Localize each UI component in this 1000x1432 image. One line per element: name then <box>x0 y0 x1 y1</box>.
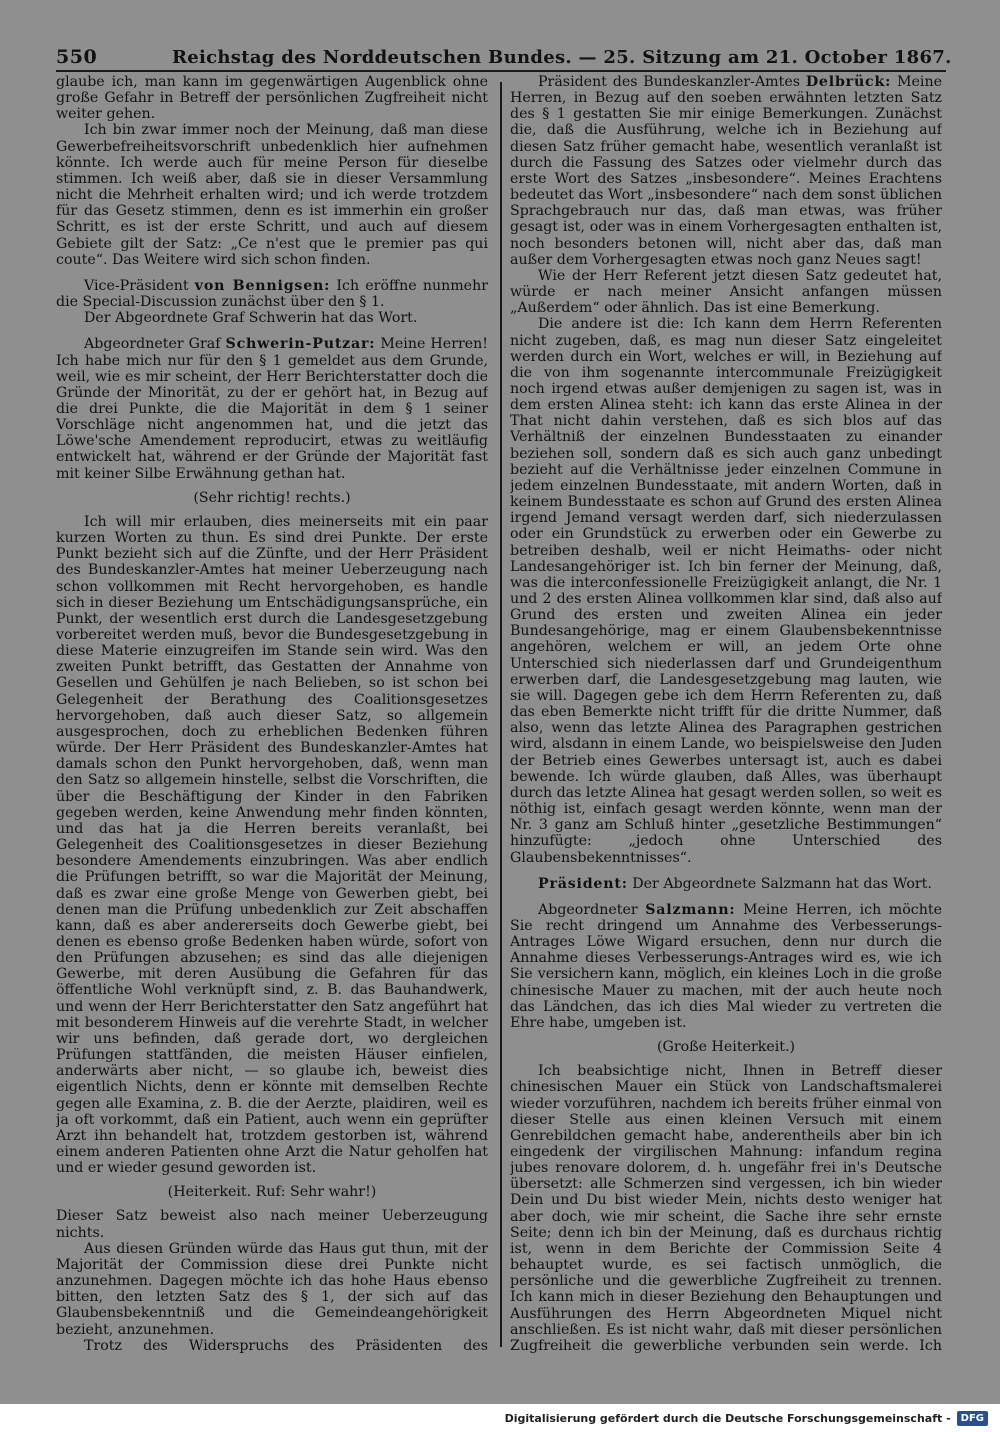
paragraph: Die andere ist die: Ich kann dem Herrn Referenten nicht zugeben, daß, es mag nun dieser Satz eingeleitet werden durch ein Wort, welches er will, in Beziehung auf die von ihm sogenannte intercommunale Freizügigkeit noch irgend etwas außer demjenigen zu sagen ist, was in dem ersten Alinea steht: ich kann das erste Alinea in der That nicht dahin verstehen, daß es sich blos auf das Verhältniß der einzelnen Bundesstaaten zu einander beziehen soll, sondern daß es sich auch ganz unbedingt bezieht auf die Verhältnisse jeder einzelnen Commune in jedem einzelnen Bundesstaate, mit andern Worten, daß in keinem Bundesstaate es schon auf Grund des ersten Alinea irgend Jemand versagt werden darf, sich niederzulassen oder ein Grundstück zu erwerben oder ein Gewerbe zu betreiben deshalb, weil er nicht Heimaths- oder nicht Landesangehöriger ist. Ich bin ferner der Meinung, daß, was die interconfessionelle Freizügigkeit anlangt, die Nr. 1 und 2 des ersten Alinea vollkommen klar sind, daß also auf Grund des ersten und zweiten Alinea ein jeder Bundesangehörige, mag er einem Glaubensbekenntnisse angehören, welchem er will, an jedem Orte ohne Unterschied sich niederlassen darf und Grundeigenthum erwerben darf, die Landesgesetzgebung mag lauten, wie sie will. Dagegen gebe ich dem Herrn Referenten zu, daß das eben Bemerkte nicht trifft für die dritte Nummer, daß also, wenn das letzte Alinea des Paragraphen gestrichen wird, alsdann in einem Lande, wo beispielsweise den Juden der Betrieb eines Gewerbes untersagt ist, auch es dabei bewende. Ich würde glauben, daß Alles, was überhaupt durch das letzte Alinea hat gesagt werden sollen, so weit es nöthig ist, einfach gesagt werden könnte, wenn man der Nr. 3 ganz am Schluß hinter „gesetzliche Bestimmungen“ hinzufügte: „jedoch ohne Unterschied des Glaubensbekenntnisses“. <box>510 316 942 866</box>
speech-text: Der Abgeordnete Salzmann hat das Wort. <box>627 875 932 892</box>
speaker-role: Abgeordneter <box>538 901 646 918</box>
page-header <box>56 34 964 68</box>
speaker-paragraph <box>510 902 942 1031</box>
interjection: (Große Heiterkeit.) <box>656 1039 796 1056</box>
speaker-name: von Bennigsen: <box>194 277 331 294</box>
paragraph: Wie der Herr Referent jetzt diesen Satz gedeutet hat, würde er nach meiner Ansicht anfangen müssen „Außerdem“ oder ähnlich. Das ist eine Bemerkung. <box>510 267 942 317</box>
paragraph: Ich bin zwar immer noch der Meinung, daß man diese Gewerbefreiheitsvorschrift unbedenklich hier aufnehmen könnte. Ich werde auch für meine Person für dieselbe stimmen. Ich weiß aber, daß sie in dieser Versammlung nicht die Mehrheit erhalten wird; und ich werde trotzdem für das Gesetz stimmen, denn es ist immerhin ein großer Schritt, es ist der erste Schritt, und auch auf diesem Gebiete gilt der Satz: „Ce n'est que le premier pas qui coute“. Das Weitere wird sich schon finden. <box>56 122 488 268</box>
left-column <box>56 74 488 1354</box>
speech-text: Meine Herren! Ich habe mich nur für den § 1 gemeldet aus dem Grunde, weil, wie es mir scheint, der Herr Berichterstatter doch die Gründe der Minorität, zu der er gehört hat, in Bezug auf die drei Punkte, die die Majorität in dem § 1 seiner Vorschläge nicht angenommen hat, und die jetzt das Löwe'sche Amendement reproducirt, etwas zu weitläufig entwickelt hat, während er der Gründe der Majorität fast mit keiner Silbe Erwähnung gethan hat. <box>56 336 488 482</box>
speaker-name: Salzmann: <box>645 901 736 918</box>
speaker-paragraph <box>510 74 942 268</box>
footer-bar <box>0 1404 1000 1432</box>
running-title: Reichstag des Norddeutschen Bundes. — 25. Sitzung am 21. October 1867. <box>172 47 952 68</box>
paragraph: Dieser Satz beweist also nach meiner Ueberzeugung nichts. <box>56 1208 488 1241</box>
speaker-name: Delbrück: <box>805 74 892 90</box>
speech-text: Meine Herren, in Bezug auf den soeben erwähnten letzten Satz des § 1 gestatten Sie mir einige Bemerkungen. Zunächst die, daß die Ausführung, welche ich in Beziehung auf diesen Satz früher gemacht habe, wesentlich veranlaßt ist durch die Fassung des Satzes oder vielmehr durch das erste Wort des Satzes „insbesondere“. Meines Erachtens bedeutet das Wort „insbesondere“ nach dem sonst üblichen Sprachgebrauch nur das, daß man etwas, was früher gesagt ist, oder was in einem Vorhergesagten enthalten ist, noch besonders betonen will, nicht aber das, daß man außer dem Vorhergesagten etwas noch ganz Neues sagt! <box>510 74 942 268</box>
speaker-paragraph <box>56 278 488 310</box>
speaker-name: Schwerin-Putzar: <box>225 336 376 353</box>
speaker-paragraph <box>510 876 942 892</box>
speaker-role: Abgeordneter Graf <box>84 336 226 353</box>
speaker-role: Präsident des Bundeskanzler-Amtes <box>538 74 806 90</box>
paragraph: Ich beabsichtige nicht, Ihnen in Betreff dieser chinesischen Mauer ein Stück von Landschaftsmalerei wieder vorzuführen, nachdem ich bereits früher einmal von dieser Stelle aus einen kleinen Versuch mit einem Genrebildchen gemacht habe, anderentheils aber bin ich eingedenk der virgilischen Mahnung: infandum regina jubes renovare dolorem, d. h. ungefähr frei in's Deutsche übersetzt: alle Schmerzen sind vergessen, ich bin wieder Dein und Du bist wieder Mein, nichts desto weniger hat aber doch, wie mir scheint, die Sache ihre sehr ernste Seite; denn ich bin der Meinung, daß es durchaus richtig ist, wenn in dem Berichte der Commission Seite 4 behauptet wurde, es sei factisch unmöglich, die persönliche und die gewerbliche Zugfreiheit zu trennen. Ich kann mich in dieser Beziehung den Behauptungen und Ausführungen des Herrn Abgeordneten Miquel nicht anschließen. Es ist nicht wahr, daß mit dieser persönlichen Zugfreiheit die gewerbliche verbunden sein werde. Ich <box>510 1063 942 1354</box>
page-number: 550 <box>56 46 98 68</box>
interjection: (Heiterkeit. Ruf: Sehr wahr!) <box>167 1184 377 1201</box>
paragraph: Ich will mir erlauben, dies meinerseits mit ein paar kurzen Worten zu thun. Es sind drei Punkte. Der erste Punkt bezieht sich auf die Zünfte, und der Herr Präsident des Bundeskanzler-Amtes hat meiner Ueberzeugung nach schon vollkommen mit Recht hervorgehoben, es handle sich in dieser Beziehung um Entschädigungsansprüche, ein Punkt, der wesentlich erst durch die Landesgesetzgebung vorbereitet werden muß, bevor die Bundesgesetzgebung in diese Materie einzugreifen im Stande sein wird. Was den zweiten Punkt betrifft, das Gestatten der Annahme von Gesellen und Gehülfen je nach Belieben, so ist schon bei Gelegenheit der Berathung des Coalitionsgesetzes hervorgehoben, daß auch dieser Satz, so allgemein ausgesprochen, doch zu erheblichen Bedenken führen würde. Der Herr Präsident des Bundeskanzler-Amtes hat damals schon den Punkt hervorgehoben, daß, wenn man den Satz so allgemein hinstelle, selbst die Vorschriften, die über die Beschäftigung der Kinder in den Fabriken gegeben werden, keine Anwendung mehr finden könnten, und das hat ja die Herren bereits veranlaßt, bei Gelegenheit des Coalitionsgesetzes in dieser Beziehung besondere Amendements einzubringen. Was aber endlich die Prüfungen betrifft, so war die Majorität der Meinung, daß es zwar eine große Menge von Gewerben giebt, bei denen man die Prüfung unbedenklich zur Zeit abschaffen kann, daß es aber andererseits doch Gewerbe giebt, bei denen es ebenso große Bedenken haben würde, sofort von den Prüfungen abzusehen; es sind das alle diejenigen Gewerbe, mit deren Ausübung die Gefahren für das öffentliche Wohl verknüpft sind, z. B. das Bauhandwerk, und wenn der Herr Berichterstatter den Satz angeführt hat mit besonderem Hinweis auf die verehrte Stadt, in welcher wir uns befinden, daß gerade dort, wo dergleichen Prüfungen stattfänden, die meisten Häuser einfielen, anderwärts aber nicht, — so glaube ich, beweist dies eigentlich Nichts, denn er könnte mit demselben Rechte gegen alle Examina, z. B. die der Aerzte, plaidiren, weil es ja oft vorkommt, daß ein Patient, auch wenn ein geprüfter Arzt ihn behandelt hat, trotzdem gestorben ist, während einem anderen Patienten ohne Arzt die Natur geholfen hat und er wieder gesund geworden ist. <box>56 513 488 1177</box>
speech-text: Ich eröffne nunmehr die Special-Discussion zunächst über den § 1. <box>56 277 488 311</box>
speaker-role: Vice-Präsident <box>84 277 195 294</box>
paragraph: Aus diesen Gründen würde das Haus gut thun, mit der Majorität der Commission diese drei Punkte nicht anzunehmen. Dagegen möchte ich das hohe Haus ebenso bitten, den letzten Satz des § 1, der sich auf das Glaubensbekenntniß und die Gemeindeangehörigkeit bezieht, anzunehmen. <box>56 1240 488 1338</box>
speaker-paragraph <box>56 336 488 481</box>
footer-credit: Digitalisierung gefördert durch die Deutsche Forschungsgemeinschaft - <box>504 1411 951 1425</box>
header-rule <box>56 70 946 72</box>
speaker-name: Präsident: <box>538 875 628 892</box>
speech-text: Meine Herren, ich möchte Sie recht dringend um Annahme des Verbesserungs-Antrages Löwe Wigard ersuchen, denn nur durch die Annahme dieses Verbesserungs-Antrages wird es, wie ich Sie versichern kann, möglich, ein kleines Loch in die große chinesische Mauer zu machen, mit der auch heute noch das Ländchen, das ich dies Mal wieder zu vertreten die Ehre habe, umgeben ist. <box>510 901 942 1031</box>
interjection: (Sehr richtig! rechts.) <box>193 489 351 506</box>
paragraph: Trotz des Widerspruchs des Präsidenten des <box>84 1337 488 1354</box>
right-column <box>510 74 942 1354</box>
dfg-logo: DFG <box>957 1411 988 1426</box>
paragraph: Der Abgeordnete Graf Schwerin hat das Wort. <box>84 310 418 327</box>
column-divider <box>500 82 502 1347</box>
paragraph: glaube ich, man kann im gegenwärtigen Augenblick ohne große Gefahr in Betreff der persönlichen Zugfreiheit nicht weiter gehen. <box>56 74 488 123</box>
